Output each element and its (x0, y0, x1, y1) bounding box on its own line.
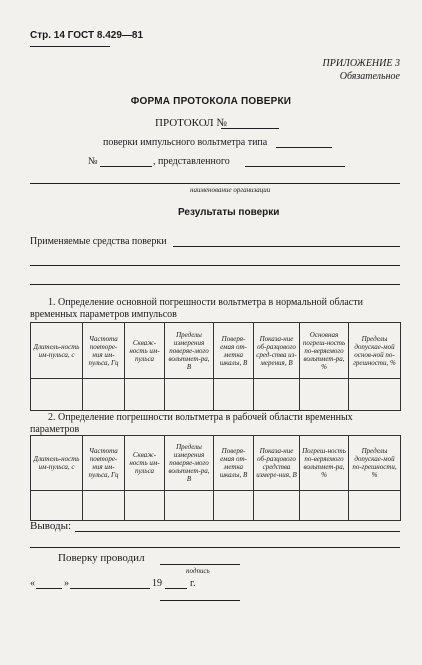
table-cell (349, 491, 401, 521)
date-day-line (36, 588, 62, 589)
table-cell (300, 379, 349, 411)
protocol-number-line (221, 128, 279, 129)
column-header: Погреш-ность по-веряемого вольтмет-ра, % (300, 436, 349, 491)
table-cell (214, 379, 254, 411)
column-header: Скваж-ность им-пульса (125, 436, 165, 491)
voltmeter-type-line (276, 147, 332, 148)
number-label: № (88, 156, 98, 167)
table-cell (300, 491, 349, 521)
column-header: Скваж-ность им-пульса (125, 323, 165, 379)
organization-caption: наименование организации (190, 186, 271, 194)
column-header: Пределы измерения поверяе-мого вольтмет-ра, В (165, 323, 214, 379)
section2-table (30, 435, 401, 521)
appendix-block (323, 57, 401, 83)
column-header: Длитель-ность им-пульса, с (31, 323, 83, 379)
column-header: Поверя-емая от-метка шкалы, В (214, 323, 254, 379)
table-cell (83, 379, 125, 411)
column-header: Пределы измерения поверяе-мого вольтмет-ра, В (165, 436, 214, 491)
column-header: Пределы допускае-мой по-грешности, % (349, 436, 401, 491)
protocol-label: ПРОТОКОЛ № (155, 117, 227, 129)
table-cell (31, 491, 83, 521)
column-header: Показа-ние об-разцового сред-ства из-мерения, В (254, 323, 300, 379)
conclusions-label: Выводы: (30, 520, 72, 532)
means-line-3 (30, 284, 400, 285)
verifier-label: Поверку проводил (58, 552, 145, 564)
means-line-1 (173, 246, 400, 247)
date-bottom-line (160, 600, 240, 601)
serial-number-line (100, 166, 152, 167)
table-header-row (31, 323, 401, 379)
column-header: Показа-ние об-разцового средства измере-ния, В (254, 436, 300, 491)
column-header: Частота повторе-ния им-пульса, Гц (83, 436, 125, 491)
date-quote-open: « (30, 578, 35, 589)
column-header: Пределы допускае-мой основ-ной по-грешности, % (349, 323, 401, 379)
conclusions-line-1 (75, 531, 400, 532)
protocol-subject: поверки импульсного вольтметра типа (103, 137, 268, 148)
signature-line (160, 564, 240, 565)
table-cell (83, 491, 125, 521)
page-header: Стр. 14 ГОСТ 8.429—81 (30, 30, 144, 41)
date-year-line (165, 588, 187, 589)
date-year-suffix: г. (190, 578, 196, 589)
section1-text: 1. Определение основной погрешности вольтметра в нормальной области временных параметров импульсов (30, 297, 363, 320)
date-year-prefix: 19 (152, 578, 162, 589)
column-header: Основная погреш-ность по-веряемого вольтмет-ра, % (300, 323, 349, 379)
date-quote-close: » (64, 578, 69, 589)
table-cell (254, 491, 300, 521)
table-row (31, 379, 401, 411)
table-cell (125, 491, 165, 521)
column-header: Поверя-емая от-метка шкалы, В (214, 436, 254, 491)
section1-table (30, 322, 401, 411)
column-header: Длитель-ность им-пульса, с (31, 436, 83, 491)
table-row (31, 491, 401, 521)
section2-text: 2. Определение погрешности вольтметра в рабочей области временных параметров (30, 412, 353, 435)
table-cell (214, 491, 254, 521)
results-title: Результаты поверки (178, 207, 280, 218)
table-cell (31, 379, 83, 411)
means-line-2 (30, 265, 400, 266)
signature-caption: подпись (186, 567, 210, 575)
table-cell (165, 379, 214, 411)
presented-label: , представленного (153, 156, 230, 167)
organization-line (30, 183, 400, 184)
column-header: Частота повторе-ния им-пульса, Гц (83, 323, 125, 379)
conclusions-line-2 (30, 547, 400, 548)
means-label: Применяемые средства поверки (30, 236, 167, 247)
table-cell (165, 491, 214, 521)
appendix-title: ПРИЛОЖЕНИЕ 3 (322, 58, 400, 69)
table-cell (349, 379, 401, 411)
form-title: ФОРМА ПРОТОКОЛА ПОВЕРКИ (130, 96, 292, 107)
table-cell (125, 379, 165, 411)
table-cell (254, 379, 300, 411)
appendix-status: Обязательное (339, 71, 400, 82)
presented-line (245, 166, 345, 167)
date-month-line (70, 588, 150, 589)
header-rule (30, 46, 110, 47)
table-header-row (31, 436, 401, 491)
